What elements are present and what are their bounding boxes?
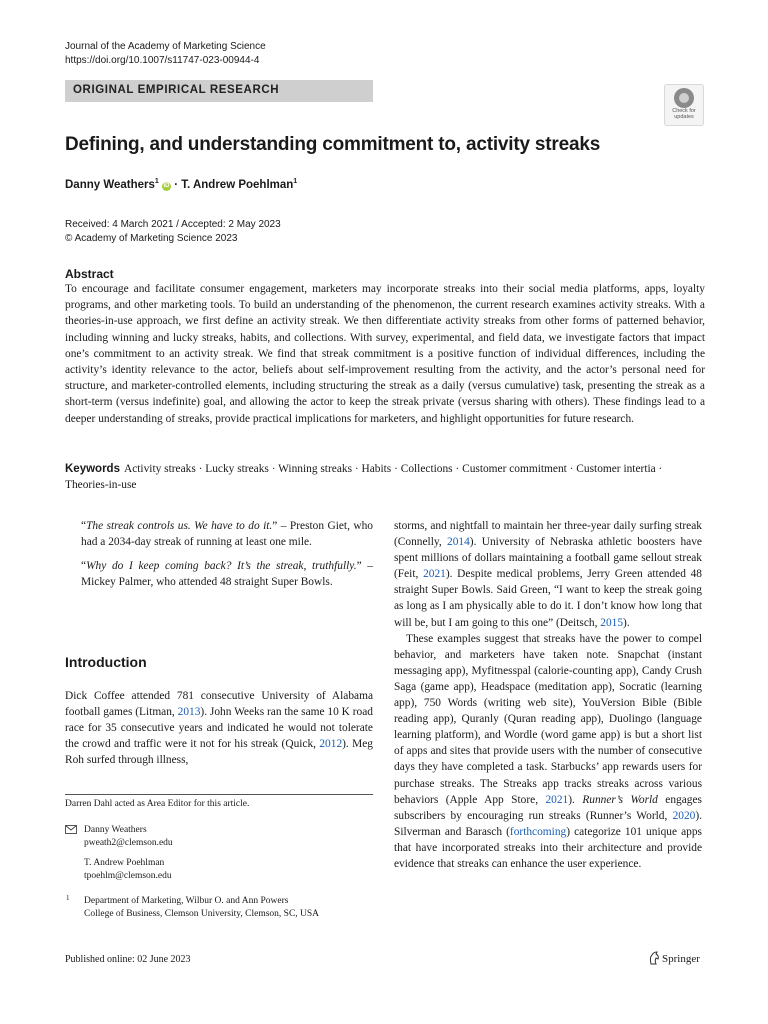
citation-litman-2013[interactable]: 2013 <box>177 706 201 719</box>
citation-deitsch-2015[interactable]: 2015 <box>600 616 624 629</box>
crossmark-line2: updates <box>674 114 694 120</box>
published-date: Published online: 02 June 2023 <box>65 954 191 965</box>
quote-2-text: Why do I keep coming back? It’s the streak, truthfully. <box>86 560 357 573</box>
crossmark-badge[interactable] <box>664 84 704 126</box>
epigraph-quote-1: “The streak controls us. We have to do it.” – Preston Giet, who had a 2034-day streak of running at least one mile. <box>81 520 373 549</box>
abstract-heading: Abstract <box>65 267 114 281</box>
article-title: Defining, and understanding commitment to, activity streaks <box>65 134 601 155</box>
contact-1-email[interactable]: pweath2@clemson.edu <box>84 838 173 848</box>
author-separator: · <box>171 178 182 191</box>
right-column <box>394 518 702 872</box>
right-p2-text-a: These examples suggest that streaks have the power to compel behavior, and marketers have taken note. Snapchat (instant messaging app), Myfitnesspal (calorie-counting app), Candy Crush Saga (game app), Headspace (meditation app), Socratic (learning app), 750 Words (writing web site), YouVersion Bible (Bible reading app), Quranly (Quran reading app), Duolingo (language learning platform), and Wordle (word game app) is but a short list of apps and sites that provide users with the number of consecutive days they have completed a task. Starbucks’ app rewards users for purchase streaks. The Streaks app tracks streaks across various behaviors (Apple App Store, <box>394 632 702 806</box>
citation-quick-2012[interactable]: 2012 <box>319 738 343 751</box>
envelope-icon <box>65 825 77 834</box>
citation-silverman-forthcoming[interactable]: forthcoming <box>509 825 567 838</box>
orcid-icon[interactable]: iD <box>163 182 170 189</box>
keywords-label: Keywords <box>65 463 120 475</box>
contact-2 <box>84 857 172 883</box>
article-dates <box>65 218 281 245</box>
epigraph-quote-2: “Why do I keep coming back? It’s the streak, truthfully.” – Mickey Palmer, who attended 48 straight Super Bowls. <box>81 560 374 589</box>
section-banner <box>65 80 373 102</box>
citation-runners-world-2020[interactable]: 2020 <box>672 809 696 822</box>
author-1-affil: 1 <box>154 178 159 185</box>
author-2-name[interactable]: T. Andrew Poehlman <box>181 178 294 191</box>
intro-p1-text-a: Dick Coffee attended 781 consecutive University of Alabama football games (Litman, <box>65 690 373 719</box>
author-list <box>65 178 297 191</box>
citation-apple-2021[interactable]: 2021 <box>545 793 569 806</box>
section-label: ORIGINAL EMPIRICAL RESEARCH <box>73 84 280 96</box>
intro-p1-text-c: ). Meg Roh surfed through illness, <box>65 738 373 767</box>
crossmark-line1: Check for <box>672 108 696 114</box>
contact-1 <box>84 824 173 850</box>
keywords-text: Activity streaks · Lucky streaks · Winning streaks · Habits · Collections · Customer commitment · Customer intertia · Theories-in-use <box>65 463 663 492</box>
right-paragraph-1 <box>394 518 702 631</box>
author-2-affil: 1 <box>293 178 298 185</box>
journal-name: Journal of the Academy of Marketing Science <box>65 41 266 52</box>
right-p2-text-b: ). <box>568 793 583 806</box>
crossmark-icon <box>674 88 694 108</box>
right-p2-text-e: ) categorize 101 unique apps that have incorporated streaks into their architecture and provide evidence that streaks can enhance the user experience. <box>394 825 702 870</box>
doi-link[interactable]: https://doi.org/10.1007/s11747-023-00944-4 <box>65 55 260 66</box>
journal-header <box>65 40 266 68</box>
author-1-name[interactable]: Danny Weathers <box>65 178 155 191</box>
received-accepted-dates: Received: 4 March 2021 / Accepted: 2 May 2023 <box>65 219 281 230</box>
introduction-heading: Introduction <box>65 654 147 670</box>
citation-feit-2021[interactable]: 2021 <box>423 568 446 581</box>
editor-note: Darren Dahl acted as Area Editor for this article. <box>65 799 250 809</box>
right-p2-text-c: engages subscribers by encouraging run streaks (Runner’s World, <box>394 793 702 822</box>
right-p1-text-c: ). Despite medical problems, Jerry Green attended 48 straight Super Bowls. Said Green, “I want to keep the streak going as long as I am physically able to do it. I don’t know how long that will be, but I am going to this one” (Deitsch, <box>394 568 702 629</box>
contact-2-name: T. Andrew Poehlman <box>84 858 165 868</box>
affiliation-line-1: Department of Marketing, Wilbur O. and Ann Powers <box>84 896 289 906</box>
contact-2-email[interactable]: tpoehlm@clemson.edu <box>84 871 172 881</box>
runners-world-title: Runner’s World <box>582 793 658 806</box>
springer-horse-icon <box>648 951 660 965</box>
copyright-line: © Academy of Marketing Science 2023 <box>65 232 238 244</box>
left-column <box>65 518 374 767</box>
publisher-name: Springer <box>662 953 700 965</box>
affiliation <box>84 895 319 921</box>
footnote-divider <box>65 794 373 795</box>
quote-1-attribution: – Preston Giet, who had a 2034-day streak of running at least one mile. <box>81 520 373 549</box>
quote-1-text: The streak controls us. We have to do it. <box>86 520 273 532</box>
publisher-logo[interactable] <box>648 951 700 965</box>
right-p2-text-d: ). Silverman and Barasch ( <box>394 809 702 838</box>
abstract-text: To encourage and facilitate consumer engagement, marketers may incorporate streaks into their social media platforms, apps, loyalty programs, and other marketing tools. To build an understanding of the phenomenon, the current research examines activity streaks. With a theories-in-use approach, we first define an activity streak. We then differentiate activity streaks from other forms of patterned behavior, including winning and lucky streaks, habits, and collections. With survey, experimental, and field data, we investigate factors that impact one’s commitment to an activity streak. We find that streak commitment is a positive function of individual differences, including the activity’s identity relevance to the actor, beliefs about self-improvement resulting from the activity, and the actor’s personal need for structure, and marketer-controlled elements, including structuring the streak as a daily (versus cumulative) task, presenting the streak as a short-term (versus indefinite) goal, and allowing the actor to keep the streak private (versus sharing with others). These findings lead to a deeper understanding of streaks, provide practical implications for marketers, and highlight opportunities for future research. <box>65 283 705 425</box>
right-p1-text-d: ). <box>623 616 630 629</box>
right-p1-text-b: ). University of Nebraska athletic boosters have spent millions of dollars maintaining a football game sellout streak (Feit, <box>394 536 702 581</box>
quote-2-attribution: – Mickey Palmer, who attended 48 straight Super Bowls. <box>81 560 374 589</box>
right-paragraph-2 <box>394 631 702 872</box>
affiliation-marker: 1 <box>66 894 70 902</box>
citation-connelly-2014[interactable]: 2014 <box>447 536 470 549</box>
intro-p1-text-b: ). John Weeks ran the same 10 K road race for 35 consecutive years and indicated he would not tolerate the crowd and traffic were it not for his streak (Quick, <box>65 706 373 751</box>
affiliation-line-2: College of Business, Clemson University, Clemson, SC, USA <box>84 909 320 919</box>
right-p1-text-a: storms, and nightfall to maintain her three-year daily surfing streak (Connelly, <box>394 520 702 549</box>
contact-1-name: Danny Weathers <box>84 825 147 835</box>
intro-paragraph-1 <box>65 688 373 768</box>
keywords <box>65 461 705 493</box>
